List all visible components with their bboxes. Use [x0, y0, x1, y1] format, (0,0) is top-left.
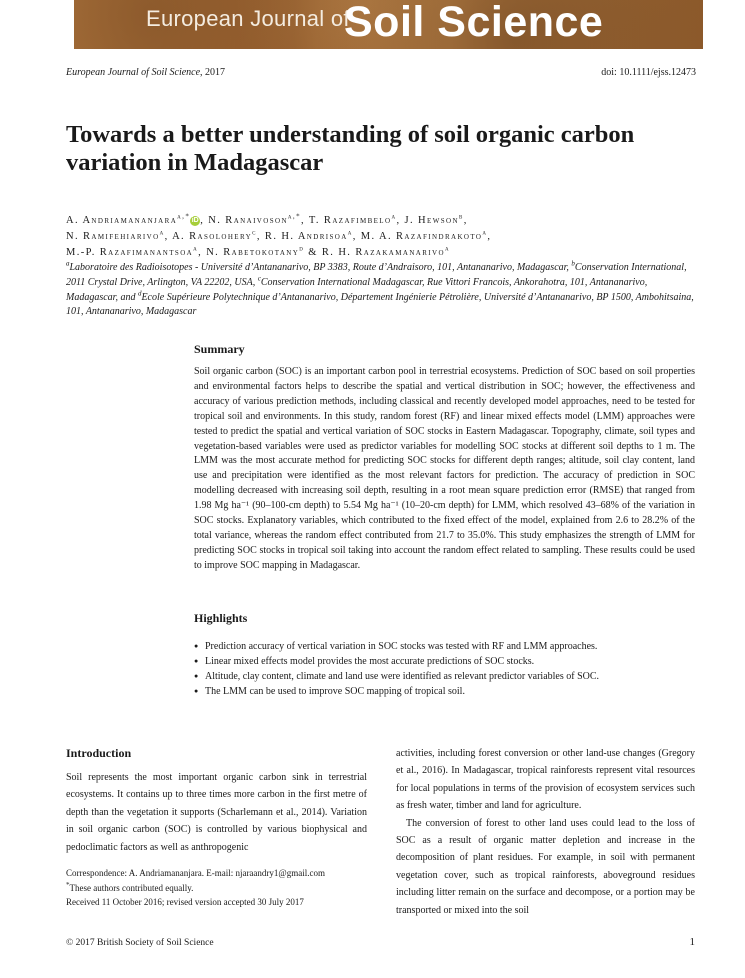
equal-contribution-text: These authors contributed equally.: [69, 882, 194, 893]
affiliation-mark: b: [571, 259, 575, 268]
running-head-year: , 2017: [200, 67, 226, 78]
author-affiliation-mark: c: [252, 228, 257, 237]
author-name: M.-P. Razafimanantsoa: [66, 247, 194, 258]
banner-journal-name: Soil Science: [344, 0, 604, 46]
author-affiliation-mark: a: [347, 228, 353, 237]
introduction-left-column: Soil represents the most important organic carbon sink in terrestrial ecosystems. It contains up to three times more carbon in the first metre of depth than the vegetation it supports (Scharlemann et al., 2014). Variation in soil organic carbon (SOC) is controlled by various biophysical and pedoclimatic factors as well as anthropogenic: [66, 772, 367, 853]
highlight-item: ● Linear mixed effects model provides the most accurate predictions of SOC stocks.: [194, 654, 695, 669]
author-name: , A. Rasolohery: [164, 231, 253, 242]
author-separator: ,: [487, 231, 492, 242]
affiliation-mark: a: [66, 259, 70, 268]
author-affiliation-mark: a: [193, 244, 199, 253]
running-head-journal: [66, 67, 225, 78]
affiliations: [66, 261, 696, 320]
journal-banner: [74, 0, 703, 49]
footnote-mark: *: [66, 880, 70, 889]
affiliation-b: Conservation International, 2011 Crystal Drive, Arlington, VA 22202, USA,: [66, 262, 687, 288]
highlight-item: ● Prediction accuracy of vertical variation in SOC stocks was tested with RF and LMM approaches.: [194, 639, 695, 654]
author-affiliation-mark: d: [299, 244, 305, 253]
introduction-heading: Introduction: [66, 746, 132, 760]
copyright-notice: © 2017 British Society of Soil Science: [66, 938, 214, 948]
running-head-doi[interactable]: doi: 10.1111/ejss.12473: [601, 67, 696, 78]
received-note: Received 11 October 2016; revised version accepted 30 July 2017: [66, 897, 304, 907]
page-number: 1: [689, 936, 695, 948]
introduction-paragraph: activities, including forest conversion or other land-use changes (Gregory et al., 2016). In Madagascar, tropical rainforests represent vital resources for local populations in terms of the provision of ecosystem services such as fresh water, timber and land for agriculture.: [396, 748, 695, 812]
introduction-right-column: [396, 745, 695, 919]
affiliation-a: Laboratoire des Radioisotopes - Université d’Antananarivo, BP 3383, Route d’Andraisoro, 101, Antananarivo, Madagascar,: [69, 262, 569, 273]
author-affiliation-mark: a: [391, 212, 397, 221]
author-affiliation-mark: a,*: [177, 212, 191, 221]
author-name: , T. Razafimbelo: [300, 215, 392, 226]
highlight-item: ● Altitude, clay content, climate and land use were identified as relevant predictor variables of SOC.: [194, 669, 695, 684]
affiliation-d: Ecole Supérieure Polytechnique d’Antananarivo, Département Ingénierie Pétrolière, Université d’Antananarivo, BP 1500, Ambohitsaina, 101, Antananarivo, Madagascar: [66, 291, 694, 318]
summary-text: Soil organic carbon (SOC) is an important carbon pool in terrestrial ecosystems. Prediction of SOC based on soil properties and environmental factors helps to describe the spatial and vertical distribution in SOC; however, the effectiveness and accuracy of various prediction methods, including classical and recently developed model approaches, need to be tested for tropical soil and environments. In this study, random forest (RF) and linear mixed effects model (LMM) approaches were tested to predict the spatial and vertical variation of SOC stocks in Eastern Madagascar. Topography, climate, soil types and vegetation-based variables were used as predictor variables for modelling SOC stocks at different soil depths to 1 m. The LMM was the most accurate method for predicting SOC stocks for different depth ranges; altitude, soil clay content, land use and precipitation were identified as the most relevant factors for prediction. The accuracy of prediction in SOC modelling decreased with increasing soil depth, resulting in a root mean square prediction error (RMSE) that ranged from 1.98 Mg ha⁻¹ (90–100-cm depth) to 5.54 Mg ha⁻¹ (10–20-cm depth) for LMM, which resolved 43–68% of the variation in SOC stocks. Explanatory variables, which contributed to the fixed effect of the model, explained from 2.6 to 28.2% of the total variance, whereas the random effect contributed from 21.7 to 35.0%. This study emphasizes the strength of LMM for predicting SOC stocks in tropical soil taking into account the random effect related to sampling. These results could be used to improve SOC mapping in Madagascar.: [194, 366, 695, 571]
highlight-item: ● The LMM can be used to improve SOC mapping of tropical soil.: [194, 684, 695, 699]
affiliation-c: Conservation International Madagascar, Rue Vittori Francois, Ankorahotra, 101, Antananarivo, Madagascar, and: [66, 276, 648, 303]
author-affiliation-mark: a: [444, 244, 450, 253]
affiliation-mark: c: [257, 274, 261, 283]
correspondence-note: Correspondence: A. Andriamananjara. E-mail: njaraandry1@gmail.com: [66, 868, 325, 878]
article-title: Towards a better understanding of soil organic carbon variation in Madagascar: [66, 121, 635, 176]
author-name: , J. Hewson: [396, 215, 459, 226]
footnotes: [66, 866, 367, 910]
banner-journal-prefix: European Journal of: [146, 6, 350, 31]
author-list: [66, 213, 696, 261]
author-affiliation-mark: a: [159, 228, 165, 237]
equal-contribution-note: [66, 881, 367, 896]
author-name: , N. Rabetokotany: [198, 247, 300, 258]
author-name: , M. A. Razafindrakoto: [352, 231, 483, 242]
author-name: & R. H. Razakamanarivo: [304, 247, 445, 258]
highlights-heading: Highlights: [194, 611, 248, 625]
orcid-icon[interactable]: iD: [191, 217, 199, 224]
affiliation-mark: d: [137, 289, 142, 298]
author-name: , R. H. Andrisoa: [256, 231, 348, 242]
summary-heading: Summary: [194, 342, 245, 356]
author-name: N. Ramifehiarivo: [66, 231, 160, 242]
author-affiliation-mark: a,*: [287, 212, 301, 221]
introduction-paragraph: The conversion of forest to other land uses could lead to the loss of SOC as a result of organic matter depletion and increase in the decomposition of plant residues. For example, in soil with permanent vegetation cover, such as tropical rainforests, aboveground residues including litter remain on the surface and decompose, or a portion may be transported or mixed into the soil: [396, 817, 695, 916]
author-affiliation-mark: a: [482, 228, 488, 237]
highlights-list: [194, 639, 695, 699]
author-name: A. Andriamananjara: [66, 215, 178, 226]
author-affiliation-mark: b: [458, 212, 464, 221]
author-separator: ,: [463, 215, 468, 226]
running-head-journal-name: European Journal of Soil Science: [66, 67, 201, 78]
author-name: , N. Ranaivoson: [200, 215, 288, 226]
